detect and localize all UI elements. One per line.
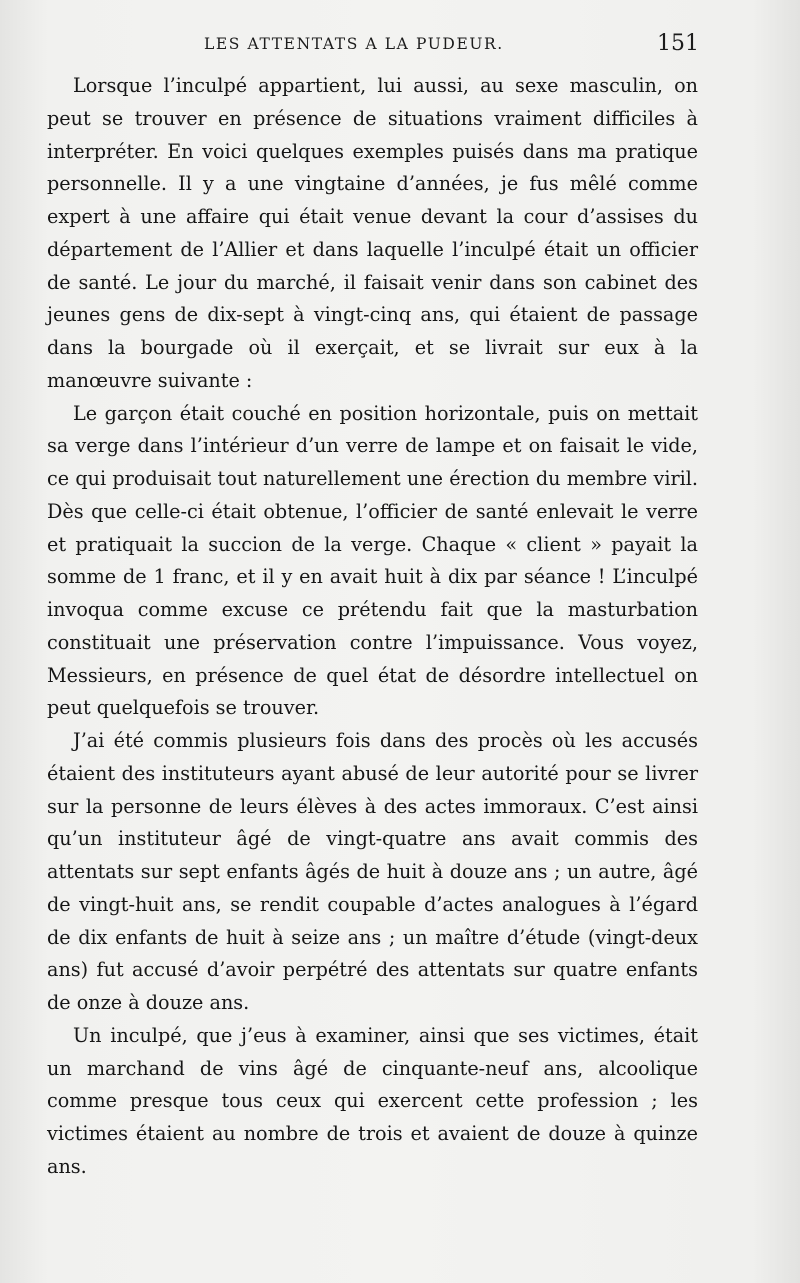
paragraph-2: Le garçon était couché en position horizontale, puis on mettait sa verge dans l’intérieur d’un verre de lampe et on faisait le vide, ce qui produisait tout naturellement une érection du membre viril. Dès que celle-ci était obtenue, l’officier de santé enlevait le verre et pratiquait la succion de la verge. Chaque « client » payait la somme de 1 franc, et il y en avait huit à dix par séance ! L’inculpé invoqua comme excuse ce prétendu fait que la masturbation constituait une préservation contre l’impuissance. Vous voyez, Messieurs, en présence de quel état de désordre intellectuel on peut quelquefois se trouver. — [47, 401, 698, 720]
body-text — [47, 70, 698, 1184]
paragraph-4: Un inculpé, que j’eus à examiner, ainsi que ses victimes, était un marchand de vins âgé de cinquante-neuf ans, alcoolique comme presque tous ceux qui exercent cette profession ; les victimes étaient au nombre de trois et avaient de douze à quinze ans. — [47, 1023, 698, 1178]
paragraph-1: Lorsque l’inculpé appartient, lui aussi, au sexe masculin, on peut se trouver en présence de situations vraiment difficiles à interpréter. En voici quelques exemples puisés dans ma pratique personnelle. Il y a une vingtaine d’années, je fus mêlé comme expert à une affaire qui était venue devant la cour d’assises du département de l’Allier et dans laquelle l’inculpé était un officier de santé. Le jour du marché, il faisait venir dans son cabinet des jeunes gens de dix-sept à vingt-cinq ans, qui étaient de passage dans la bourgade où il exerçait, et se livrait sur eux à la manœuvre suivante : — [47, 74, 698, 392]
running-title: LES ATTENTATS A LA PUDEUR. — [204, 35, 504, 53]
page-number: 151 — [657, 31, 699, 56]
paragraph-3: J’ai été commis plusieurs fois dans des procès où les accusés étaient des instituteurs ayant abusé de leur autorité pour se livrer sur la personne de leurs élèves à des actes immoraux. C’est ainsi qu’un instituteur âgé de vingt-quatre ans avait commis des attentats sur sept enfants âgés de huit à douze ans ; un autre, âgé de vingt-huit ans, se rendit coupable d’actes analogues à l’égard de dix enfants de huit à seize ans ; un maître d’étude (vingt-deux ans) fut accusé d’avoir perpétré des attentats sur quatre enfants de onze à douze ans. — [47, 729, 698, 1014]
page-header — [47, 33, 697, 63]
